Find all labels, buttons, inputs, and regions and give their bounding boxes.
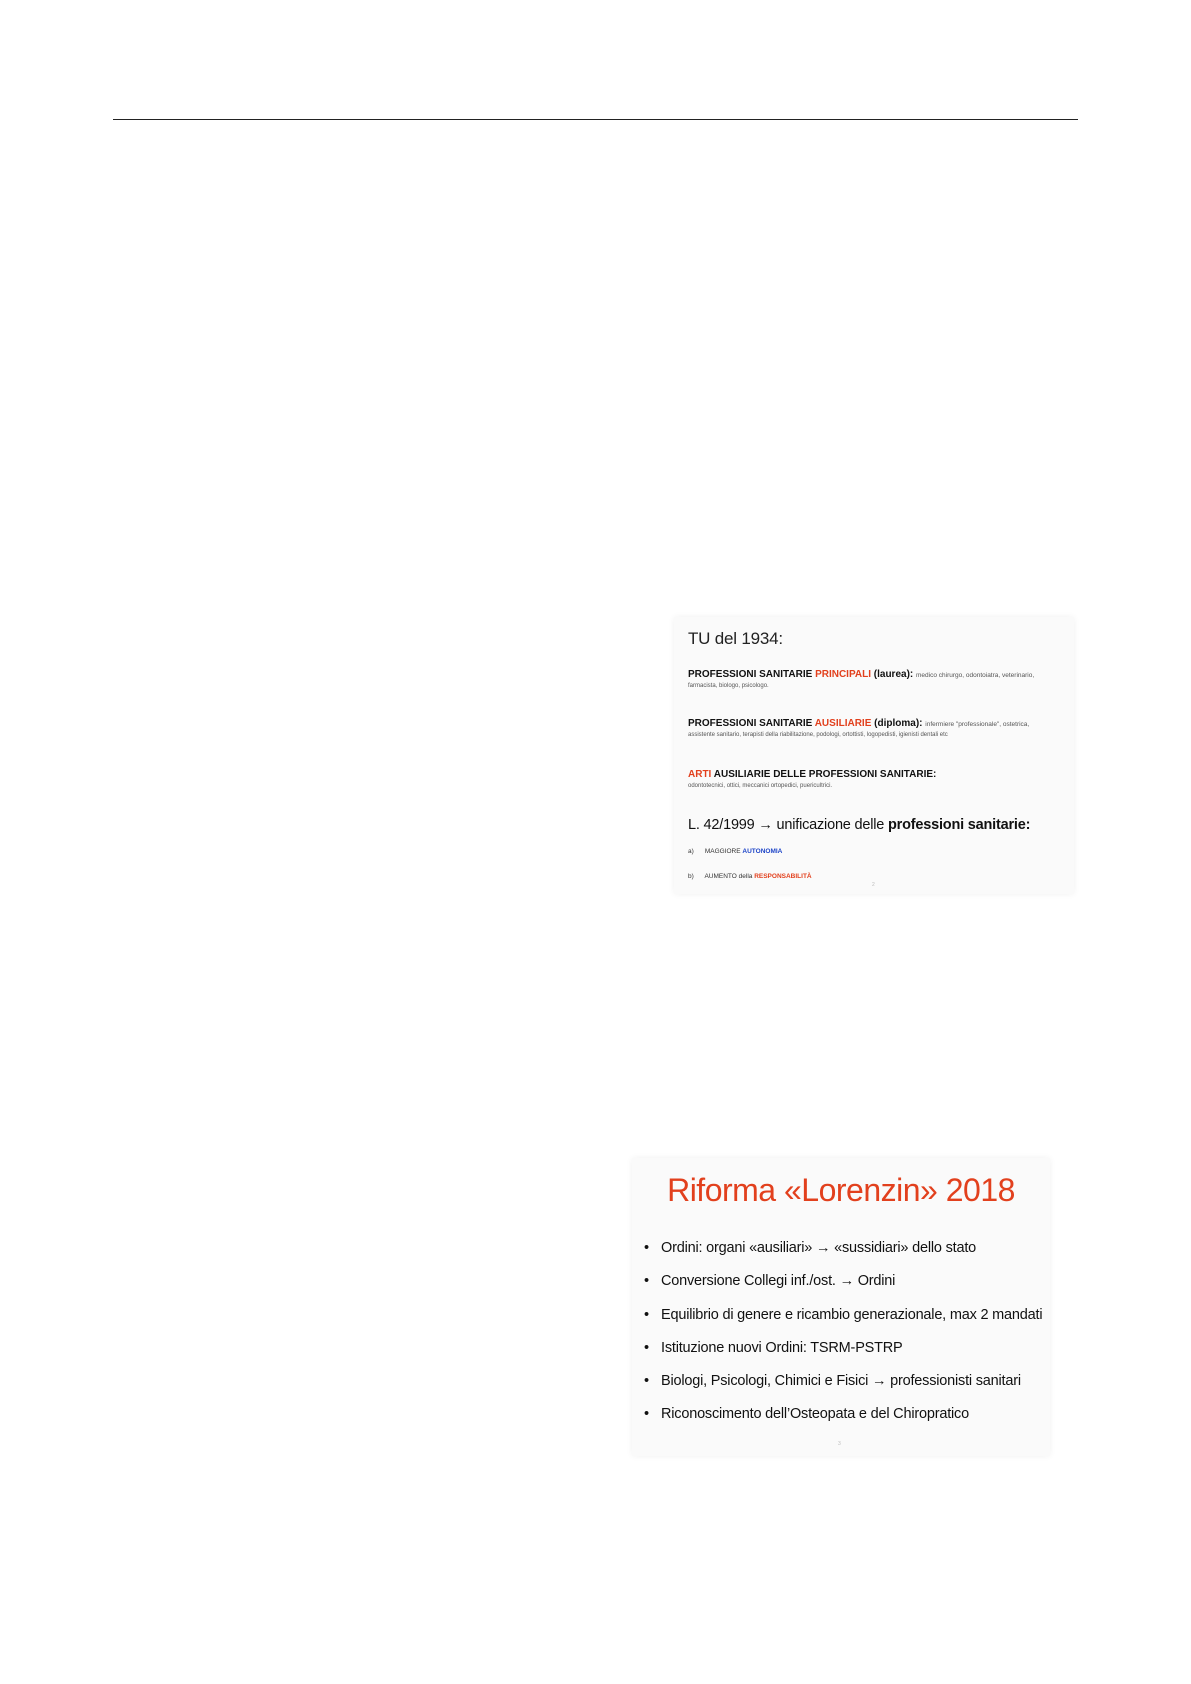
- slide-title: Riforma «Lorenzin» 2018: [667, 1172, 1015, 1208]
- arti-heading: [688, 769, 1064, 780]
- slide-page-number: 3: [838, 1441, 841, 1447]
- bullet-icon: •: [644, 1406, 649, 1423]
- item-accent: RESPONSABILITÀ: [754, 873, 812, 880]
- ausiliarie-list-cont: assistente sanitario, terapisti della riabilitazione, podologi, ortottisti, logopedisti, igienisti dentali etc: [688, 732, 948, 738]
- list-item-text: Equilibrio di genere e ricambio generazionale, max 2 mandati: [661, 1306, 1043, 1323]
- ausiliarie-lead: PROFESSIONI SANITARIE: [688, 718, 813, 729]
- list-item-text: Biologi, Psicologi, Chimici e Fisici → professionisti sanitari: [661, 1373, 1021, 1390]
- list-item: [644, 1406, 1042, 1439]
- ausiliarie-paren: (diploma):: [874, 718, 923, 729]
- item-text: MAGGIORE: [704, 848, 741, 855]
- arti-block: [688, 769, 1064, 789]
- principali-heading: [688, 669, 1064, 680]
- bullet-icon: •: [644, 1240, 649, 1256]
- slide-riforma-lorenzin: [632, 1158, 1050, 1456]
- bullet-icon: •: [644, 1306, 649, 1323]
- list-item: [644, 1307, 1042, 1340]
- list-item: [644, 1340, 1042, 1373]
- ausiliarie-accent: AUSILIARIE: [814, 718, 872, 729]
- principali-accent: PRINCIPALI: [815, 669, 871, 680]
- law-prefix: L. 42/1999 → unificazione delle: [688, 817, 885, 833]
- principali-block: [688, 669, 1064, 689]
- bullet-icon: •: [644, 1273, 649, 1290]
- header-rule: [113, 119, 1078, 120]
- arti-rest: AUSILIARIE DELLE PROFESSIONI SANITARIE:: [713, 769, 937, 780]
- slide-page-number: 2: [872, 882, 875, 888]
- bullet-icon: •: [644, 1339, 649, 1356]
- ausiliarie-list-inline: infermiere "professionale", ostetrica,: [925, 721, 1030, 728]
- slide-title: TU del 1934:: [688, 629, 783, 648]
- item-label: a): [688, 848, 694, 855]
- bullet-icon: •: [644, 1373, 649, 1390]
- principali-paren: (laurea):: [873, 669, 914, 680]
- law-bold: professioni sanitarie:: [887, 817, 1031, 833]
- item-text: AUMENTO della: [704, 873, 753, 880]
- slide-tu-1934: [674, 617, 1074, 894]
- list-item-text: Riconoscimento dell’Osteopata e del Chiropratico: [661, 1406, 969, 1423]
- principali-list-cont: farmacista, biologo, psicologo.: [688, 683, 769, 689]
- principali-list-inline: medico chirurgo, odontoiatra, veterinario,: [916, 672, 1035, 679]
- law-line: [688, 817, 1030, 833]
- bullet-list: [644, 1240, 1042, 1440]
- item-label: b): [688, 873, 694, 880]
- list-item: [644, 1273, 1042, 1306]
- arti-accent: ARTI: [688, 769, 712, 780]
- item-accent: AUTONOMIA: [742, 848, 783, 855]
- arti-list: odontotecnici, ottici, meccanici ortopedici, puericultrici.: [688, 783, 833, 789]
- law-item-a: [688, 848, 782, 855]
- principali-lead: PROFESSIONI SANITARIE: [688, 669, 813, 680]
- law-item-b: [688, 873, 812, 880]
- ausiliarie-block: [688, 718, 1064, 738]
- list-item-text: Conversione Collegi inf./ost. → Ordini: [661, 1273, 896, 1290]
- list-item-text: Ordini: organi «ausiliari» → «sussidiari» dello stato: [661, 1240, 977, 1256]
- list-item-text: Istituzione nuovi Ordini: TSRM-PSTRP: [661, 1339, 903, 1356]
- list-item: [644, 1240, 1042, 1273]
- list-item: [644, 1373, 1042, 1406]
- ausiliarie-heading: [688, 718, 1064, 729]
